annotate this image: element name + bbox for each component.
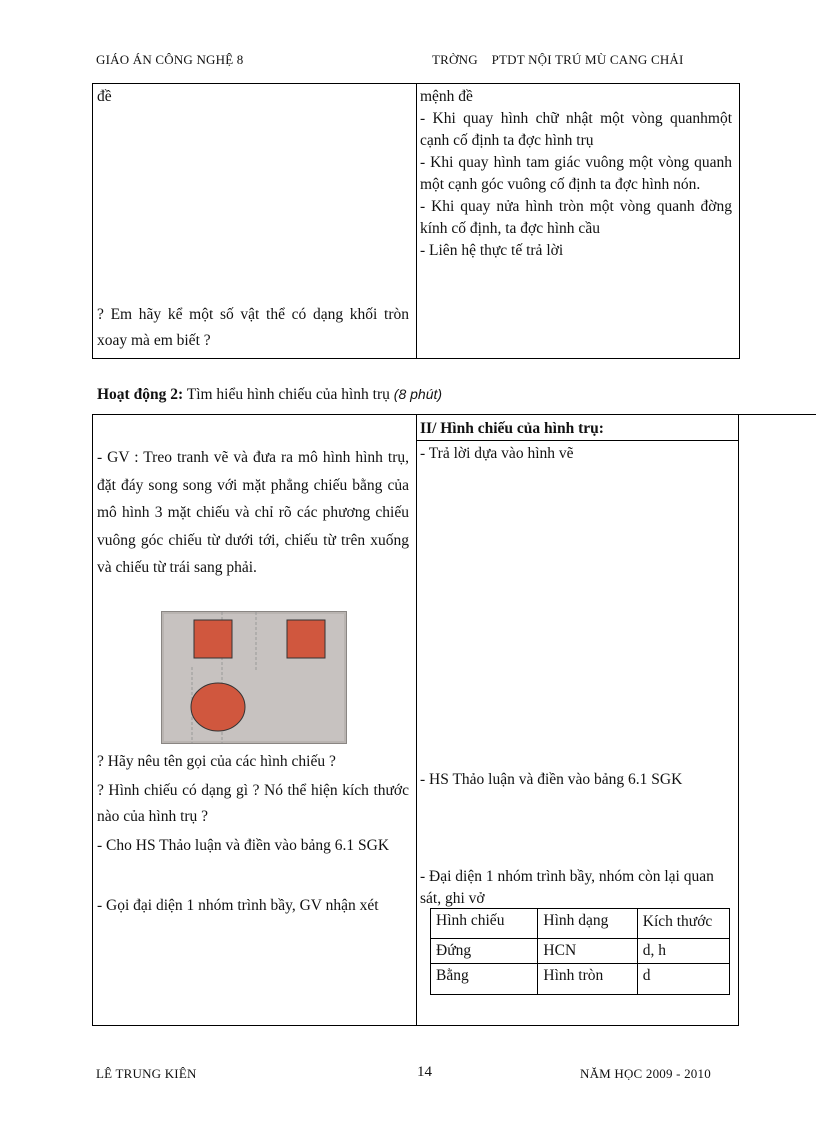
- table1-right-line: - Khi quay nửa hình tròn một vòng quanh đờng kính cố định, ta đợc hình cầu: [420, 198, 732, 237]
- table-row: [431, 964, 730, 995]
- table2-left-q2: ? Hình chiếu có dạng gì ? Nó thể hiện kích thước nào của hình trụ ?: [97, 782, 409, 825]
- activity-heading: [97, 386, 442, 404]
- table1-right-line: - Khi quay hình tam giác vuông một vòng quanh một cạnh góc vuông cố định ta đợc hình nón.: [420, 154, 732, 193]
- table1-left-top: đề: [97, 88, 112, 105]
- footer-left: LÊ TRUNG KIÊN: [96, 1066, 197, 1081]
- table-cell: Hình tròn: [538, 964, 637, 995]
- table-header: Hình dạng: [538, 909, 637, 939]
- header-right: TRỜNG PTDT NỘI TRÚ MÙ CANG CHẢI: [432, 52, 684, 67]
- table2-left-q4: - Gọi đại diện 1 nhóm trình bầy, GV nhận xét: [97, 897, 379, 914]
- table-header: Hình chiếu: [431, 909, 538, 939]
- table-row: [431, 939, 730, 964]
- table-cell: Bằng: [431, 964, 538, 995]
- table-header: Kích thước: [637, 909, 729, 939]
- header-left: GIÁO ÁN CÔNG NGHỆ 8: [96, 52, 244, 67]
- table-cell: Đứng: [431, 939, 538, 964]
- table1-right-line: - Khi quay hình chữ nhật một vòng quanhmột cạnh cố định ta đợc hình trụ: [420, 110, 732, 149]
- table1-right-line: mệnh đề: [420, 88, 473, 105]
- table2-right-a1: - Trả lời dựa vào hình vẽ: [420, 445, 574, 462]
- table2-right-a2: - HS Thảo luận và điền vào bảng 6.1 SGK: [420, 771, 683, 788]
- table1-left-bottom: ? Em hãy kể một số vật thể có dạng khối tròn xoay mà em biết ?: [97, 306, 409, 349]
- activity-time: (8 phút): [393, 386, 443, 402]
- activity-label: Hoạt động 2:: [97, 386, 184, 403]
- footer-right: NĂM HỌC 2009 - 2010: [580, 1066, 711, 1081]
- table-cell: d: [637, 964, 729, 995]
- table2-left-q1: ? Hãy nêu tên gọi của các hình chiếu ?: [97, 753, 336, 770]
- table-row: [431, 909, 730, 939]
- projection-illustration: [161, 611, 347, 744]
- activity-text: Tìm hiểu hình chiếu của hình trụ: [183, 386, 394, 403]
- table-cell: HCN: [538, 939, 637, 964]
- inner-table: [430, 908, 730, 995]
- table2-left-intro: - GV : Treo tranh vẽ và đưa ra mô hình hình trụ, đặt đáy song song với mặt phẳng chiếu bằng của mô hình 3 mặt chiếu và chỉ rõ các phương chiếu vuông góc chiếu từ dưới tới, chiếu từ trên xuống và chiếu từ trái sang phải.: [97, 449, 409, 576]
- table2-right-title: II/ Hình chiếu của hình trụ:: [420, 420, 604, 437]
- table1-right-line: - Liên hệ thực tế trả lời: [420, 242, 564, 259]
- table1-right: [420, 86, 732, 262]
- table2-right-a3: - Đại diện 1 nhóm trình bầy, nhóm còn lại quan sát, ghi vở: [420, 868, 714, 907]
- table-cell: d, h: [637, 939, 729, 964]
- projection-drawing: [162, 612, 346, 743]
- table2-left-q3: - Cho HS Thảo luận và điền vào bảng 6.1 SGK: [97, 837, 390, 854]
- footer-page-number: 14: [417, 1064, 432, 1080]
